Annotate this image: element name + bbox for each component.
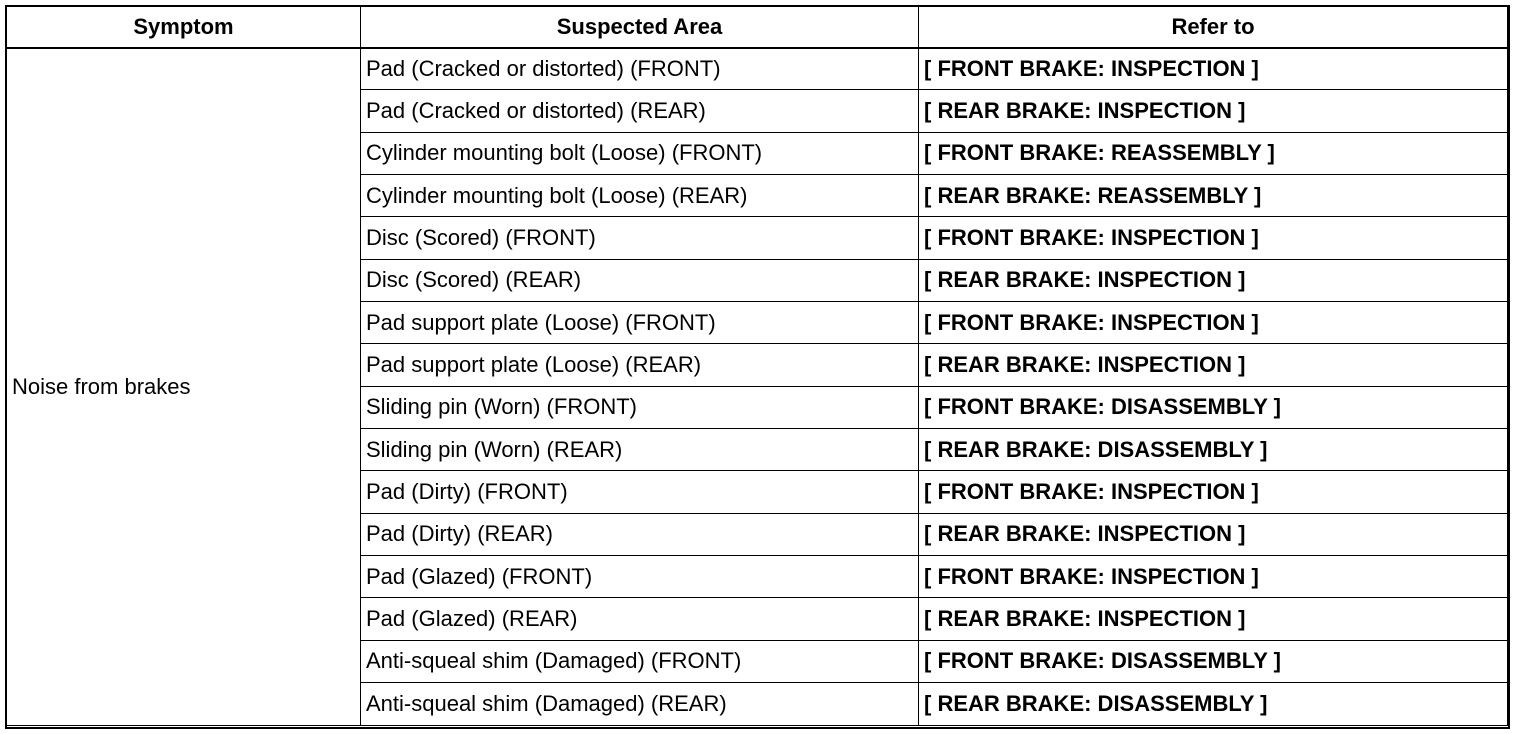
header-symptom: Symptom xyxy=(7,7,361,48)
table-row xyxy=(7,48,1508,90)
suspected-area-cell: Pad (Cracked or distorted) (REAR) xyxy=(361,90,919,132)
header-row xyxy=(7,7,1508,48)
header-suspected-area: Suspected Area xyxy=(361,7,919,48)
suspected-area-cell: Sliding pin (Worn) (FRONT) xyxy=(361,386,919,428)
suspected-area-cell: Sliding pin (Worn) (REAR) xyxy=(361,429,919,471)
refer-to-link[interactable]: [ FRONT BRAKE: DISASSEMBLY ] xyxy=(919,640,1508,682)
refer-to-link[interactable]: [ REAR BRAKE: DISASSEMBLY ] xyxy=(919,429,1508,471)
suspected-area-cell: Anti-squeal shim (Damaged) (REAR) xyxy=(361,683,919,725)
refer-to-link[interactable]: [ FRONT BRAKE: INSPECTION ] xyxy=(919,48,1508,90)
refer-to-link[interactable]: [ FRONT BRAKE: INSPECTION ] xyxy=(919,217,1508,259)
refer-to-link[interactable]: [ REAR BRAKE: INSPECTION ] xyxy=(919,259,1508,301)
suspected-area-cell: Anti-squeal shim (Damaged) (FRONT) xyxy=(361,640,919,682)
refer-to-link[interactable]: [ FRONT BRAKE: INSPECTION ] xyxy=(919,556,1508,598)
suspected-area-cell: Cylinder mounting bolt (Loose) (REAR) xyxy=(361,175,919,217)
refer-to-link[interactable]: [ REAR BRAKE: INSPECTION ] xyxy=(919,598,1508,640)
refer-to-link[interactable]: [ REAR BRAKE: DISASSEMBLY ] xyxy=(919,683,1508,725)
suspected-area-cell: Cylinder mounting bolt (Loose) (FRONT) xyxy=(361,132,919,174)
suspected-area-cell: Disc (Scored) (FRONT) xyxy=(361,217,919,259)
refer-to-link[interactable]: [ FRONT BRAKE: INSPECTION ] xyxy=(919,471,1508,513)
suspected-area-cell: Disc (Scored) (REAR) xyxy=(361,259,919,301)
troubleshooting-table xyxy=(6,6,1508,726)
suspected-area-cell: Pad (Glazed) (FRONT) xyxy=(361,556,919,598)
suspected-area-cell: Pad (Dirty) (FRONT) xyxy=(361,471,919,513)
refer-to-link[interactable]: [ REAR BRAKE: INSPECTION ] xyxy=(919,90,1508,132)
suspected-area-cell: Pad (Glazed) (REAR) xyxy=(361,598,919,640)
suspected-area-cell: Pad support plate (Loose) (FRONT) xyxy=(361,302,919,344)
suspected-area-cell: Pad support plate (Loose) (REAR) xyxy=(361,344,919,386)
suspected-area-cell: Pad (Cracked or distorted) (FRONT) xyxy=(361,48,919,90)
refer-to-link[interactable]: [ FRONT BRAKE: DISASSEMBLY ] xyxy=(919,386,1508,428)
refer-to-link[interactable]: [ FRONT BRAKE: REASSEMBLY ] xyxy=(919,132,1508,174)
suspected-area-cell: Pad (Dirty) (REAR) xyxy=(361,513,919,555)
refer-to-link[interactable]: [ FRONT BRAKE: INSPECTION ] xyxy=(919,302,1508,344)
header-refer-to: Refer to xyxy=(919,7,1508,48)
symptom-cell: Noise from brakes xyxy=(7,48,361,726)
table-header xyxy=(7,7,1508,48)
refer-to-link[interactable]: [ REAR BRAKE: INSPECTION ] xyxy=(919,344,1508,386)
refer-to-link[interactable]: [ REAR BRAKE: INSPECTION ] xyxy=(919,513,1508,555)
table-body xyxy=(7,48,1508,726)
refer-to-link[interactable]: [ REAR BRAKE: REASSEMBLY ] xyxy=(919,175,1508,217)
